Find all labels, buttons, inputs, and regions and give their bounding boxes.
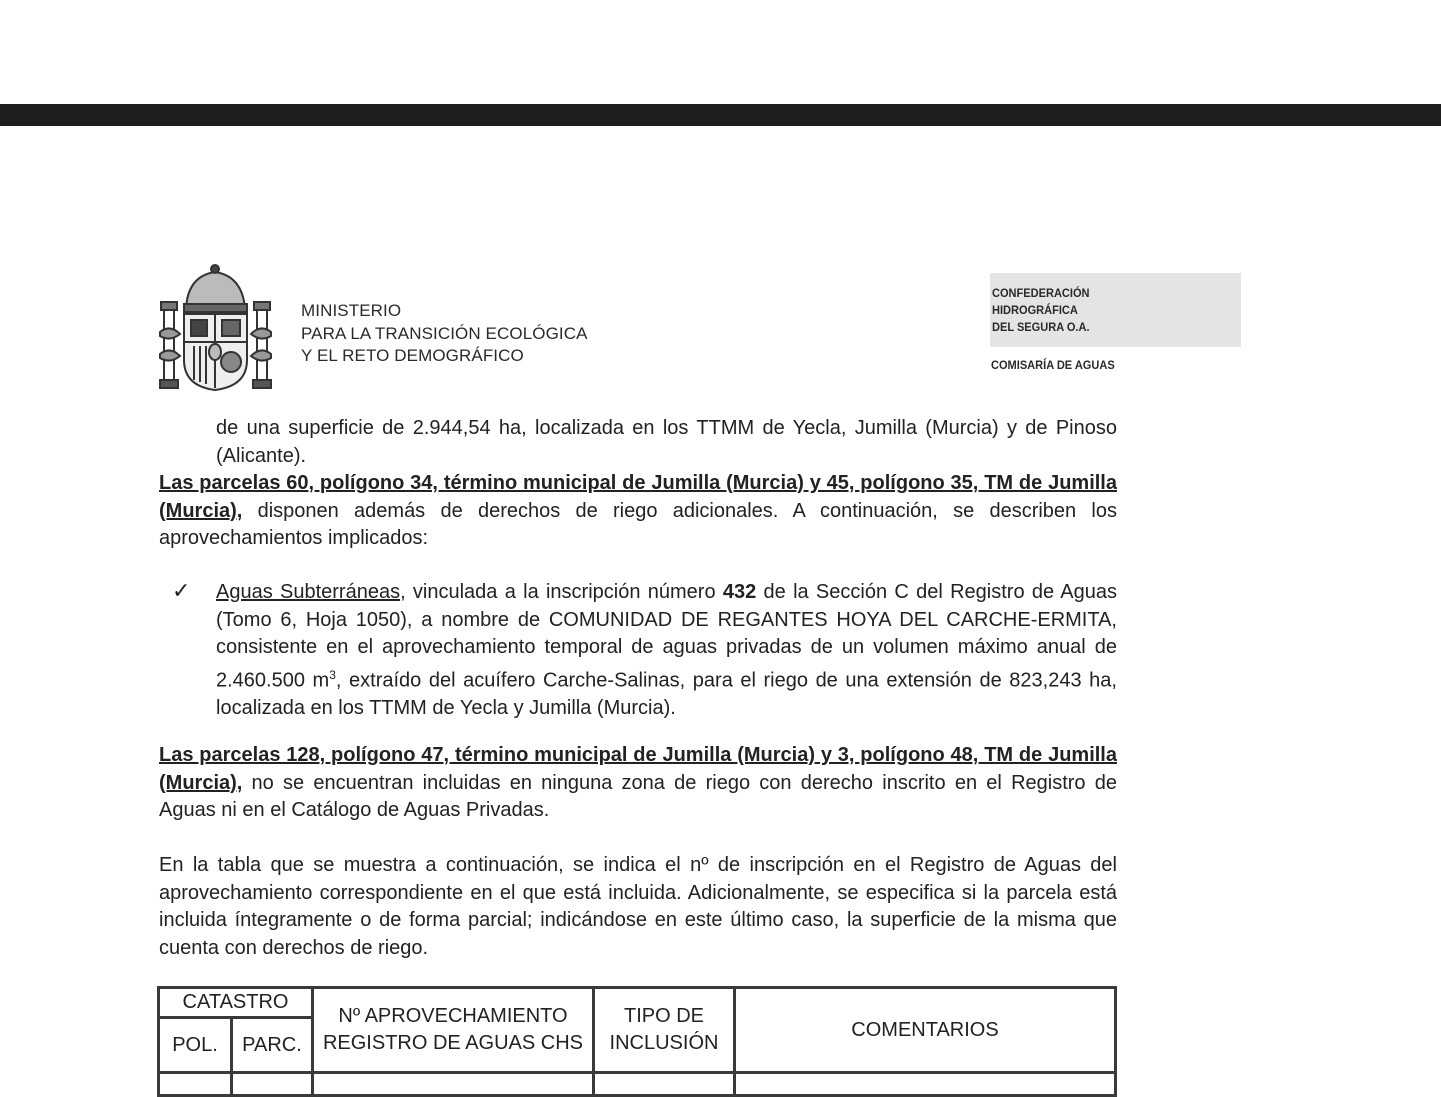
paragraph-4-text: En la tabla que se muestra a continuación, se indica el nº de inscripción en el Registro de Aguas del aprovechamiento correspondiente en el que está incluida. Adicionalmente, se especifica si la parcela está incluida íntegramente o de forma parcial; indicándose en este último caso, la superficie de la misma que cuenta con derechos de riego.: [159, 854, 1117, 959]
paragraph-2-text: disponen además de derechos de riego adicionales. A continuación, se describen los aprovechamientos implicados:: [159, 499, 1117, 549]
table-cell: [159, 1073, 232, 1096]
chs-line: CONFEDERACIÓN: [992, 286, 1090, 300]
table-cell: [313, 1073, 594, 1096]
chs-line: HIDROGRÁFICA: [992, 303, 1078, 317]
comisaria-label: COMISARÍA DE AGUAS: [991, 358, 1115, 372]
header-parc: PARC.: [232, 1018, 313, 1073]
paragraph-4: [159, 852, 1117, 962]
header-pol: POL.: [159, 1018, 232, 1073]
table-cell: [735, 1073, 1116, 1096]
parcels-heading: Las parcelas 60, polígono 34, término municipal de Jumilla (Murcia) y 45, polígono 35, TM de Jumilla (Murcia),: [159, 472, 1117, 522]
chs-header-box: [990, 273, 1241, 347]
ministry-line: MINISTERIO: [301, 301, 402, 320]
rights-table: [157, 986, 1117, 1097]
paragraph-2: [159, 470, 1117, 553]
bullet-text: , vinculada a la inscripción número: [400, 581, 723, 603]
paragraph-3: [159, 742, 1117, 825]
header-catastro: CATASTRO: [159, 988, 313, 1018]
superscript: 3: [329, 667, 336, 682]
coat-of-arms-icon: [158, 262, 273, 394]
bullet-title: Aguas Subterráneas: [216, 581, 401, 603]
chs-line: DEL SEGURA O.A.: [992, 320, 1090, 334]
table-cell: [232, 1073, 313, 1096]
header-aprovechamiento: Nº APROVECHAMIENTO REGISTRO DE AGUAS CHS: [313, 988, 594, 1073]
top-bar: [0, 104, 1441, 126]
bullet-item: [159, 579, 1117, 722]
ministry-line: PARA LA TRANSICIÓN ECOLÓGICA: [301, 323, 588, 343]
ministry-line: Y EL RETO DEMOGRÁFICO: [301, 346, 524, 365]
inscription-number: 432: [722, 581, 757, 603]
table-cell: [594, 1073, 735, 1096]
parcels-heading: Las parcelas 128, polígono 47, término municipal de Jumilla (Murcia) y 3, polígono 48, TM de Jumilla (Murcia),: [159, 744, 1117, 794]
ministry-name: [301, 300, 588, 368]
paragraph-1-text: de una superficie de 2.944,54 ha, localizada en los TTMM de Yecla, Jumilla (Murcia) y de Pinoso (Alicante).: [216, 417, 1117, 467]
paragraph-3-text: no se encuentran incluidas en ninguna zona de riego con derecho inscrito en el Registro de Aguas ni en el Catálogo de Aguas Privadas.: [159, 771, 1117, 821]
paragraph-1: [159, 415, 1117, 470]
checkmark-icon: ✓: [172, 578, 191, 603]
header-comentarios: COMENTARIOS: [735, 988, 1116, 1073]
bullet-text: , extraído del acuífero Carche-Salinas, para el riego de una extensión de 823,243 ha, localizada en los TTMM de Yecla y Jumilla (Murcia).: [216, 669, 1117, 719]
bullet-text: de la Sección C del Registro de Aguas (Tomo 6, Hoja 1050), a nombre de COMUNIDAD DE REGANTES HOYA DEL CARCHE-ERMITA, consistente en el aprovechamiento temporal de aguas privadas de un volumen máximo anual de 2.460.500 m: [216, 581, 1117, 692]
header-tipo: TIPO DE INCLUSIÓN: [594, 988, 735, 1073]
